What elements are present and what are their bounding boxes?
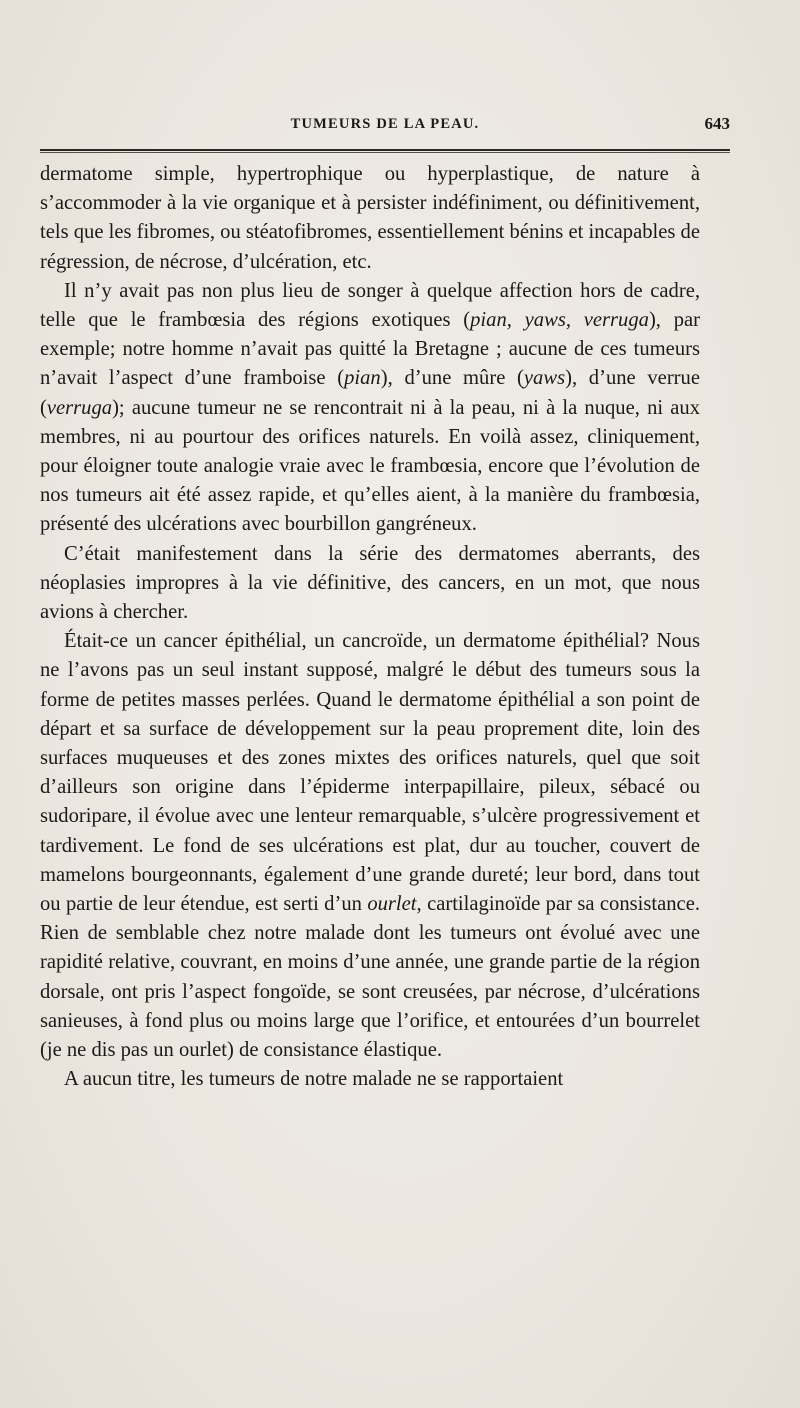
paragraph	[40, 160, 700, 277]
header-rule-thin	[40, 152, 730, 153]
paragraph-text: ), d’une verrue (	[40, 367, 700, 419]
italic-term: pian	[344, 367, 381, 390]
paragraph-text: C’était manifestement dans la série des dermatomes aberrants, des néoplasies impropres à la vie définitive, des cancers, en un mot, que nous avions à chercher.	[40, 542, 700, 624]
paragraph-text: ), par exemple; notre homme n’avait pas quitté la Bretagne ; aucune de ces tumeurs n’avait l’aspect d’une framboise (	[40, 309, 700, 390]
page-number: 643	[704, 114, 730, 133]
paragraph-text: dermatome simple, hypertrophique ou hyperplastique, de nature à s’accommoder à la vie organique et à persister indéfiniment, ou définitivement, tels que les fibromes, ou stéatofibromes, essentiellement bénins et incapables de régression, de nécrose, d’ulcération, etc.	[40, 163, 700, 273]
paragraph	[40, 277, 700, 540]
paragraph	[40, 1065, 700, 1094]
running-head: TUMEURS DE LA PEAU.	[290, 116, 480, 132]
paragraph	[40, 627, 700, 1065]
paragraph-text: A aucun titre, les tumeurs de notre malade ne se rapportaient	[64, 1068, 564, 1091]
header-rule-thick	[40, 149, 730, 151]
paragraph-text: ), d’une mûre (	[380, 367, 524, 390]
paragraph-text: , cartilaginoïde par sa consistance. Rien de semblable chez notre malade dont les tumeurs ont évolué avec une rapidité relative, couvrant, en moins d’une année, une grande partie de la région dorsale, ont pris l’aspect fongoïde, se sont creusées, par nécrose, d’ulcérations sanieuses, à fond plus ou moins large que l’orifice, et entourées d’un bourrelet (je ne dis pas un ourlet) de consistance élastique.	[40, 893, 700, 1062]
italic-term: pian, yaws, verruga	[470, 309, 649, 332]
italic-term: yaws	[523, 367, 566, 390]
italic-term: verruga	[46, 396, 113, 419]
paragraph-text: Était-ce un cancer épithélial, un cancroïde, un dermatome épithélial? Nous ne l’avons pas un seul instant supposé, malgré le début des tumeurs sous la forme de petites masses perlées. Quand le dermatome épithélial a son point de départ et sa surface de développement sur la peau proprement dite, loin des surfaces muqueuses et des zones mixtes des orifices naturels, quel que soit d’ailleurs son origine dans l’épiderme interpapillaire, pileux, sébacé ou sudoripare, il évolue avec une lenteur remarquable, s’ulcère progressivement et tardivement. Le fond de ses ulcérations est plat, dur au toucher, couvert de mamelons bourgeonnants, également d’une grande dureté; leur bord, dans tout ou partie de leur étendue, est serti d’un	[40, 630, 700, 916]
italic-term: ourlet	[367, 893, 417, 916]
header-rule	[40, 149, 730, 153]
paragraph-text: ); aucune tumeur ne se rencontrait ni à la peau, ni à la nuque, ni aux membres, ni au pourtour des orifices naturels. En voilà assez, cliniquement, pour éloigner toute analogie vraie avec le frambœsia, encore que l’évolution de nos tumeurs ait été assez rapide, et qu’elles aient, à la manière du frambœsia, présenté des ulcérations avec bourbillon gangréneux.	[40, 396, 700, 536]
body-text	[40, 160, 700, 1095]
paragraph-text: Il n’y avait pas non plus lieu de songer à quelque affection hors de cadre, telle que le frambœsia des régions exotiques (	[40, 279, 700, 332]
page-header	[40, 108, 730, 138]
paragraph	[40, 540, 700, 628]
